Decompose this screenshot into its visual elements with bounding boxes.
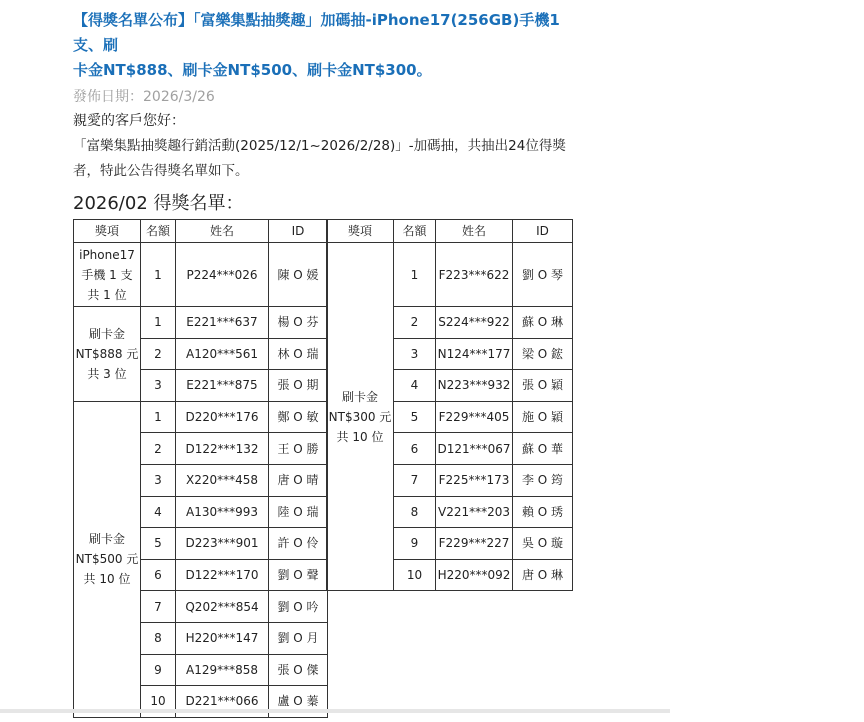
prize-line: 共 3 位 — [87, 366, 127, 381]
header-prize: 獎項 — [327, 220, 394, 243]
header-quota: 名額 — [141, 220, 176, 243]
id-cell: 唐 O 琳 — [513, 559, 573, 591]
winners-subtitle: 2026/02 得獎名單： — [73, 193, 244, 214]
quota-cell: 2 — [394, 307, 436, 339]
quota-cell: 9 — [141, 654, 176, 686]
name-cell: F223***622 — [436, 243, 513, 307]
header-prize: 獎項 — [74, 220, 141, 243]
prize-line: 刷卡金 — [88, 326, 125, 341]
name-cell: D223***901 — [176, 528, 269, 560]
id-cell: 李 O 筠 — [513, 464, 573, 496]
intro-text — [73, 134, 573, 184]
name-cell: N124***177 — [436, 338, 513, 370]
title-line-2: 卡金NT$888、刷卡金NT$500、刷卡金NT$300。 — [73, 61, 432, 79]
name-cell: E221***637 — [176, 307, 269, 339]
quota-cell: 1 — [141, 243, 176, 307]
id-cell: 劉 O 聲 — [269, 559, 328, 591]
header-quota: 名額 — [394, 220, 436, 243]
id-cell: 林 O 瑞 — [269, 338, 328, 370]
id-cell: 梁 O 鋐 — [513, 338, 573, 370]
id-cell: 劉 O 吟 — [269, 591, 328, 623]
article-title — [73, 8, 573, 83]
winners-table-left — [73, 219, 328, 718]
id-cell: 許 O 伶 — [269, 528, 328, 560]
name-cell: D122***170 — [176, 559, 269, 591]
quota-cell: 3 — [141, 370, 176, 402]
quota-cell: 9 — [394, 528, 436, 560]
prize-line: NT$500 元 — [75, 552, 139, 567]
name-cell: H220***147 — [176, 622, 269, 654]
name-cell: D122***132 — [176, 433, 269, 465]
quota-cell: 1 — [141, 401, 176, 433]
name-cell: A129***858 — [176, 654, 269, 686]
quota-cell: 2 — [141, 433, 176, 465]
name-cell: E221***875 — [176, 370, 269, 402]
prize-cell — [327, 243, 394, 591]
name-cell: X220***458 — [176, 464, 269, 496]
header-id: ID — [269, 220, 328, 243]
header-name: 姓名 — [176, 220, 269, 243]
quota-cell: 8 — [141, 622, 176, 654]
id-cell: 鄭 O 敏 — [269, 401, 328, 433]
winners-table-right — [326, 219, 573, 591]
quota-cell: 6 — [141, 559, 176, 591]
id-cell: 王 O 勝 — [269, 433, 328, 465]
quota-cell: 10 — [141, 686, 176, 718]
prize-line: iPhone17 — [79, 247, 135, 262]
id-cell: 賴 O 琇 — [513, 496, 573, 528]
quota-cell: 8 — [394, 496, 436, 528]
prize-line: 共 1 位 — [87, 287, 127, 302]
name-cell: D121***067 — [436, 433, 513, 465]
name-cell: P224***026 — [176, 243, 269, 307]
prize-cell — [74, 401, 141, 717]
quota-cell: 3 — [141, 464, 176, 496]
table-header-row — [327, 220, 573, 243]
name-cell: A120***561 — [176, 338, 269, 370]
prize-cell — [74, 307, 141, 402]
id-cell: 劉 O 月 — [269, 622, 328, 654]
name-cell: H220***092 — [436, 559, 513, 591]
prize-line: NT$300 元 — [328, 409, 392, 424]
quota-cell: 4 — [394, 370, 436, 402]
id-cell: 盧 O 蓁 — [269, 686, 328, 718]
prize-line: NT$888 元 — [75, 346, 139, 361]
quota-cell: 7 — [394, 464, 436, 496]
table-header-row — [74, 220, 328, 243]
name-cell: V221***203 — [436, 496, 513, 528]
prize-cell — [74, 243, 141, 307]
intro-line-2: 者，特此公告得獎名單如下。 — [73, 163, 249, 179]
quota-cell: 1 — [141, 307, 176, 339]
quota-cell: 7 — [141, 591, 176, 623]
id-cell: 張 O 穎 — [513, 370, 573, 402]
id-cell: 施 O 穎 — [513, 401, 573, 433]
id-cell: 蘇 O 琳 — [513, 307, 573, 339]
id-cell: 劉 O 琴 — [513, 243, 573, 307]
prize-line: 共 10 位 — [336, 429, 384, 444]
quota-cell: 2 — [141, 338, 176, 370]
intro-line-1: 「富樂集點抽獎趣行銷活動(2025/12/1~2026/2/28)」-加碼抽，共抽出24位得獎 — [73, 138, 566, 154]
table-row — [74, 401, 328, 433]
name-cell: A130***993 — [176, 496, 269, 528]
id-cell: 陳 O 媛 — [269, 243, 328, 307]
quota-cell: 5 — [141, 528, 176, 560]
prize-line: 刷卡金 — [341, 389, 378, 404]
name-cell: F229***227 — [436, 528, 513, 560]
id-cell: 吳 O 璇 — [513, 528, 573, 560]
header-id: ID — [513, 220, 573, 243]
id-cell: 張 O 期 — [269, 370, 328, 402]
name-cell: Q202***854 — [176, 591, 269, 623]
name-cell: D221***066 — [176, 686, 269, 718]
id-cell: 蘇 O 華 — [513, 433, 573, 465]
quota-cell: 6 — [394, 433, 436, 465]
greeting: 親愛的客戶您好： — [73, 113, 185, 129]
winners-tables — [73, 219, 573, 722]
prize-line: 共 10 位 — [83, 572, 131, 587]
name-cell: D220***176 — [176, 401, 269, 433]
id-cell: 張 O 傑 — [269, 654, 328, 686]
header-name: 姓名 — [436, 220, 513, 243]
article — [73, 8, 573, 722]
name-cell: N223***932 — [436, 370, 513, 402]
quota-cell: 4 — [141, 496, 176, 528]
title-line-1: 【得獎名單公布】「富樂集點抽獎趣」加碼抽-iPhone17(256GB)手機1支、刷 — [73, 11, 560, 54]
quota-cell: 5 — [394, 401, 436, 433]
table-row — [327, 243, 573, 307]
bottom-scroll-bar — [0, 709, 670, 713]
id-cell: 楊 O 芬 — [269, 307, 328, 339]
publish-date: 發佈日期：2026/3/26 — [73, 89, 215, 105]
name-cell: F229***405 — [436, 401, 513, 433]
id-cell: 陸 O 瑞 — [269, 496, 328, 528]
quota-cell: 3 — [394, 338, 436, 370]
name-cell: F225***173 — [436, 464, 513, 496]
quota-cell: 10 — [394, 559, 436, 591]
prize-line: 手機 1 支 — [81, 267, 133, 282]
table-row — [74, 307, 328, 339]
quota-cell: 1 — [394, 243, 436, 307]
table-row — [74, 243, 328, 307]
name-cell: S224***922 — [436, 307, 513, 339]
id-cell: 唐 O 晴 — [269, 464, 328, 496]
prize-line: 刷卡金 — [88, 532, 125, 547]
